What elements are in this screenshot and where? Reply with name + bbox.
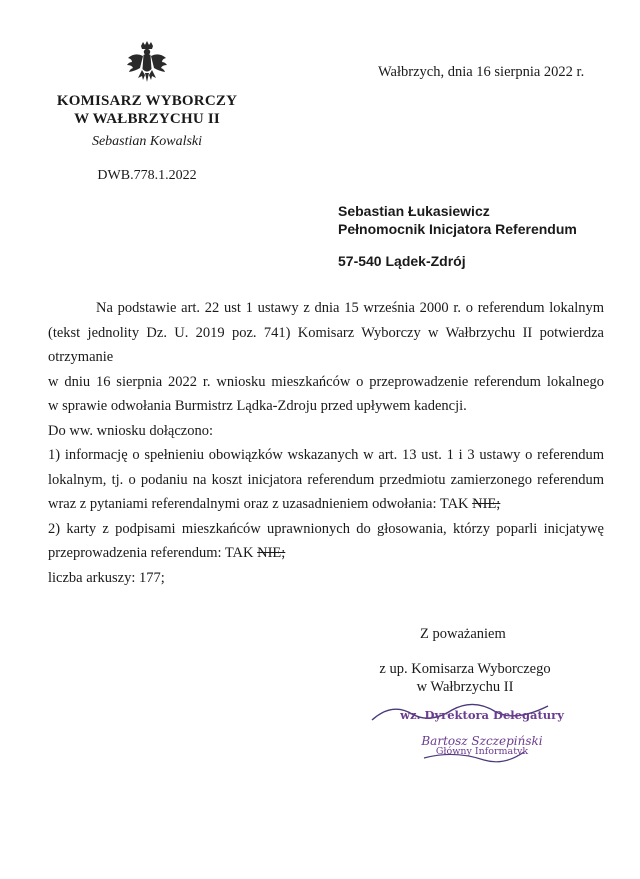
issuing-office-block: [40, 92, 254, 184]
attachment-item-1-text: wraz z pytaniami referendalnymi oraz z uzasadnieniem odwołania: TAK: [48, 496, 469, 512]
body-line: (tekst jednolity Dz. U. 2019 poz. 741) Komisarz Wyborczy w Wałbrzychu II potwierdza: [48, 324, 604, 341]
body-line: otrzymanie: [48, 349, 114, 365]
addressee-name: Sebastian Łukasiewicz: [338, 203, 490, 219]
on-behalf-line1: z up. Komisarza Wyborczego: [379, 661, 551, 677]
attachment-item-2-text: przeprowadzenia referendum: TAK: [48, 545, 254, 561]
attachment-item-2-line: 2) karty z podpisami mieszkańców uprawnionych do głosowania, którzy poparli inicjatywę: [48, 520, 604, 537]
closing-regards: Z poważaniem: [420, 626, 506, 642]
addressee-city: 57-540 Lądek-Zdrój: [338, 253, 466, 269]
attachment-item-1-line: lokalnym, tj. o podaniu na koszt inicjatora referendum przedmiotu zamierzonego referendum: [48, 471, 604, 488]
struck-option: NIE;: [257, 545, 286, 561]
struck-option: NIE;: [472, 496, 501, 512]
office-name-line2: W WAŁBRZYCHU II: [74, 111, 220, 127]
addressee-role: Pełnomocnik Inicjatora Referendum: [338, 221, 577, 237]
office-name-line1: KOMISARZ WYBORCZY: [56, 93, 238, 109]
body-line: Na podstawie art. 22 ust 1 ustawy z dnia 15 września 2000 r. o referendum lokalnym: [96, 300, 604, 316]
body-line: Do ww. wniosku dołączono:: [48, 422, 213, 439]
attachment-item-1-line: 1) informację o spełnieniu obowiązków wskazanych w art. 13 ust. 1 i 3 ustawy o referendum: [48, 447, 604, 463]
sheet-count: liczba arkuszy: 177;: [48, 569, 165, 586]
stamp-title: wz. Dyrektora Delegatury: [400, 708, 564, 722]
date-line: Wałbrzych, dnia 16 sierpnia 2022 r.: [378, 64, 585, 80]
body-line: w dniu 16 sierpnia 2022 r. wniosku mieszkańców o przeprowadzenie referendum lokalnego: [48, 373, 604, 390]
letter-body: [48, 296, 604, 590]
commissioner-name: Sebastian Kowalski: [91, 134, 203, 149]
stamp-name: Bartosz Szczepiński: [421, 734, 543, 748]
official-stamp: [382, 708, 582, 757]
attachment-item-1-line: [48, 492, 604, 517]
polish-eagle-emblem-icon: [124, 40, 170, 86]
reference-number: DWB.778.1.2022: [97, 168, 197, 183]
on-behalf-line2: w Wałbrzychu II: [416, 679, 514, 695]
attachment-item-2-line: [48, 541, 604, 566]
body-line: w sprawie odwołania Burmistrz Lądka-Zdroju przed upływem kadencji.: [48, 398, 467, 414]
addressee-block: [338, 202, 577, 270]
stamp-role: Główny Informatyk: [435, 746, 529, 757]
